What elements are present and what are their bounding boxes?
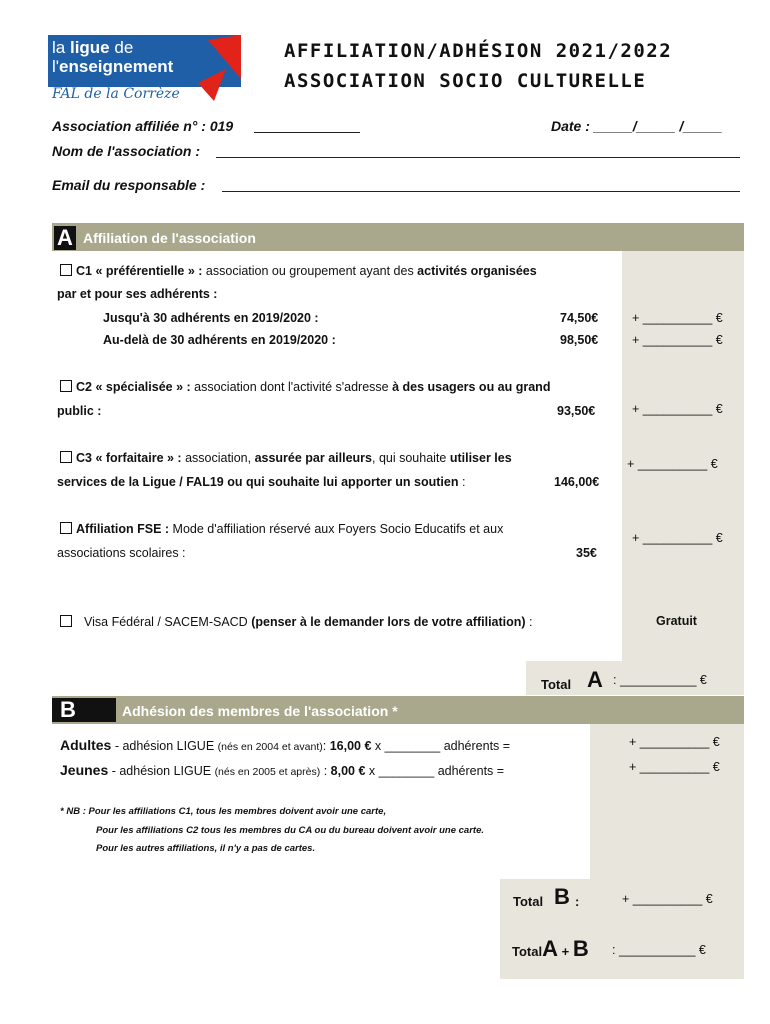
date-field[interactable]: Date : _____/_____ /_____ [551,118,723,134]
nb-line2: Pour les affiliations C2 tous les membres du CA ou du bureau doivent avoir une carte. [96,825,485,836]
c2-line2: public : [57,404,102,418]
logo-line2: l'enseignement [52,57,174,76]
c1-row2-amount-field[interactable]: + __________ € [632,333,723,347]
adultes-row: Adultes - adhésion LIGUE (nés en 2004 et avant): 16,00 € x ________ adhérents = [60,737,511,753]
c3-checkbox[interactable] [60,451,72,463]
c3-line2: services de la Ligue / FAL19 ou qui souhaite lui apporter un soutien : [57,475,466,489]
fse-checkbox[interactable] [60,522,72,534]
total-b-field[interactable]: + __________ € [622,892,713,906]
c1-row1-label: Jusqu'à 30 adhérents en 2019/2020 : [103,311,319,325]
form-title-line1: AFFILIATION/ADHÉSION 2021/2022 [284,40,673,62]
logo-line3: FAL de la Corrèze [52,86,180,102]
nb-line3: Pour les autres affiliations, il n'y a pas de cartes. [96,843,316,854]
c2-checkbox[interactable] [60,380,72,392]
c1-row2-label: Au-delà de 30 adhérents en 2019/2020 : [103,333,336,347]
section-a-title: Affiliation de l'association [83,230,256,246]
total-a-label: Total [541,677,572,692]
assoc-number-label: Association affiliée n° : 019 [52,118,234,134]
c1-row1-price: 74,50€ [560,311,599,325]
adultes-amount-field[interactable]: + __________ € [629,735,720,749]
c3-price: 146,00€ [554,475,600,489]
section-a-letter: A [54,226,76,250]
total-a-field[interactable]: : ___________ € [613,673,707,687]
c1-option[interactable]: C1 « préférentielle » : association ou groupement ayant des activités organisées [60,264,537,278]
section-b-letter: B [52,698,116,722]
fse-option[interactable]: Affiliation FSE : Mode d'affiliation réservé aux Foyers Socio Educatifs et aux [60,522,503,536]
total-b-label: Total [513,894,544,909]
total-a-letter: A [587,667,603,692]
c2-amount-field[interactable]: + __________ € [632,402,723,416]
assoc-number-field[interactable] [254,132,360,133]
grand-total-label: TotalA + B [512,936,589,961]
logo-ligue [48,35,241,107]
c1-checkbox[interactable] [60,264,72,276]
visa-option[interactable]: Visa Fédéral / SACEM-SACD (penser à le demander lors de votre affiliation) : [60,615,533,629]
assoc-name-field[interactable] [216,157,740,158]
fse-price: 35€ [576,546,597,560]
fse-amount-field[interactable]: + __________ € [632,531,723,545]
email-label: Email du responsable : [52,177,206,193]
logo-line1: la ligue de [52,38,134,57]
c3-amount-field[interactable]: + __________ € [627,457,718,471]
c1-row1-amount-field[interactable]: + __________ € [632,311,723,325]
visa-checkbox[interactable] [60,615,72,627]
logo-arrow-icon [48,35,241,107]
total-b-letter: B [554,884,570,909]
c1-row2-price: 98,50€ [560,333,599,347]
c2-price: 93,50€ [557,404,596,418]
email-field[interactable] [222,191,740,192]
form-title-line2: ASSOCIATION SOCIO CULTURELLE [284,70,647,92]
assoc-name-label: Nom de l'association : [52,143,201,159]
grand-total-field[interactable]: : ___________ € [612,943,706,957]
nb-line1: * NB : Pour les affiliations C1, tous les membres doivent avoir une carte, [60,806,387,817]
section-b-title: Adhésion des membres de l'association * [122,703,398,719]
visa-gratuit: Gratuit [656,614,697,628]
jeunes-row: Jeunes - adhésion LIGUE (nés en 2005 et après) : 8,00 € x ________ adhérents = [60,762,505,778]
fse-line2: associations scolaires : [57,546,186,560]
jeunes-amount-field[interactable]: + __________ € [629,760,720,774]
c2-option[interactable]: C2 « spécialisée » : association dont l'activité s'adresse à des usagers ou au grand [60,380,550,394]
c1-line2: par et pour ses adhérents : [57,287,218,301]
c3-option[interactable]: C3 « forfaitaire » : association, assurée par ailleurs, qui souhaite utiliser les [60,451,512,465]
